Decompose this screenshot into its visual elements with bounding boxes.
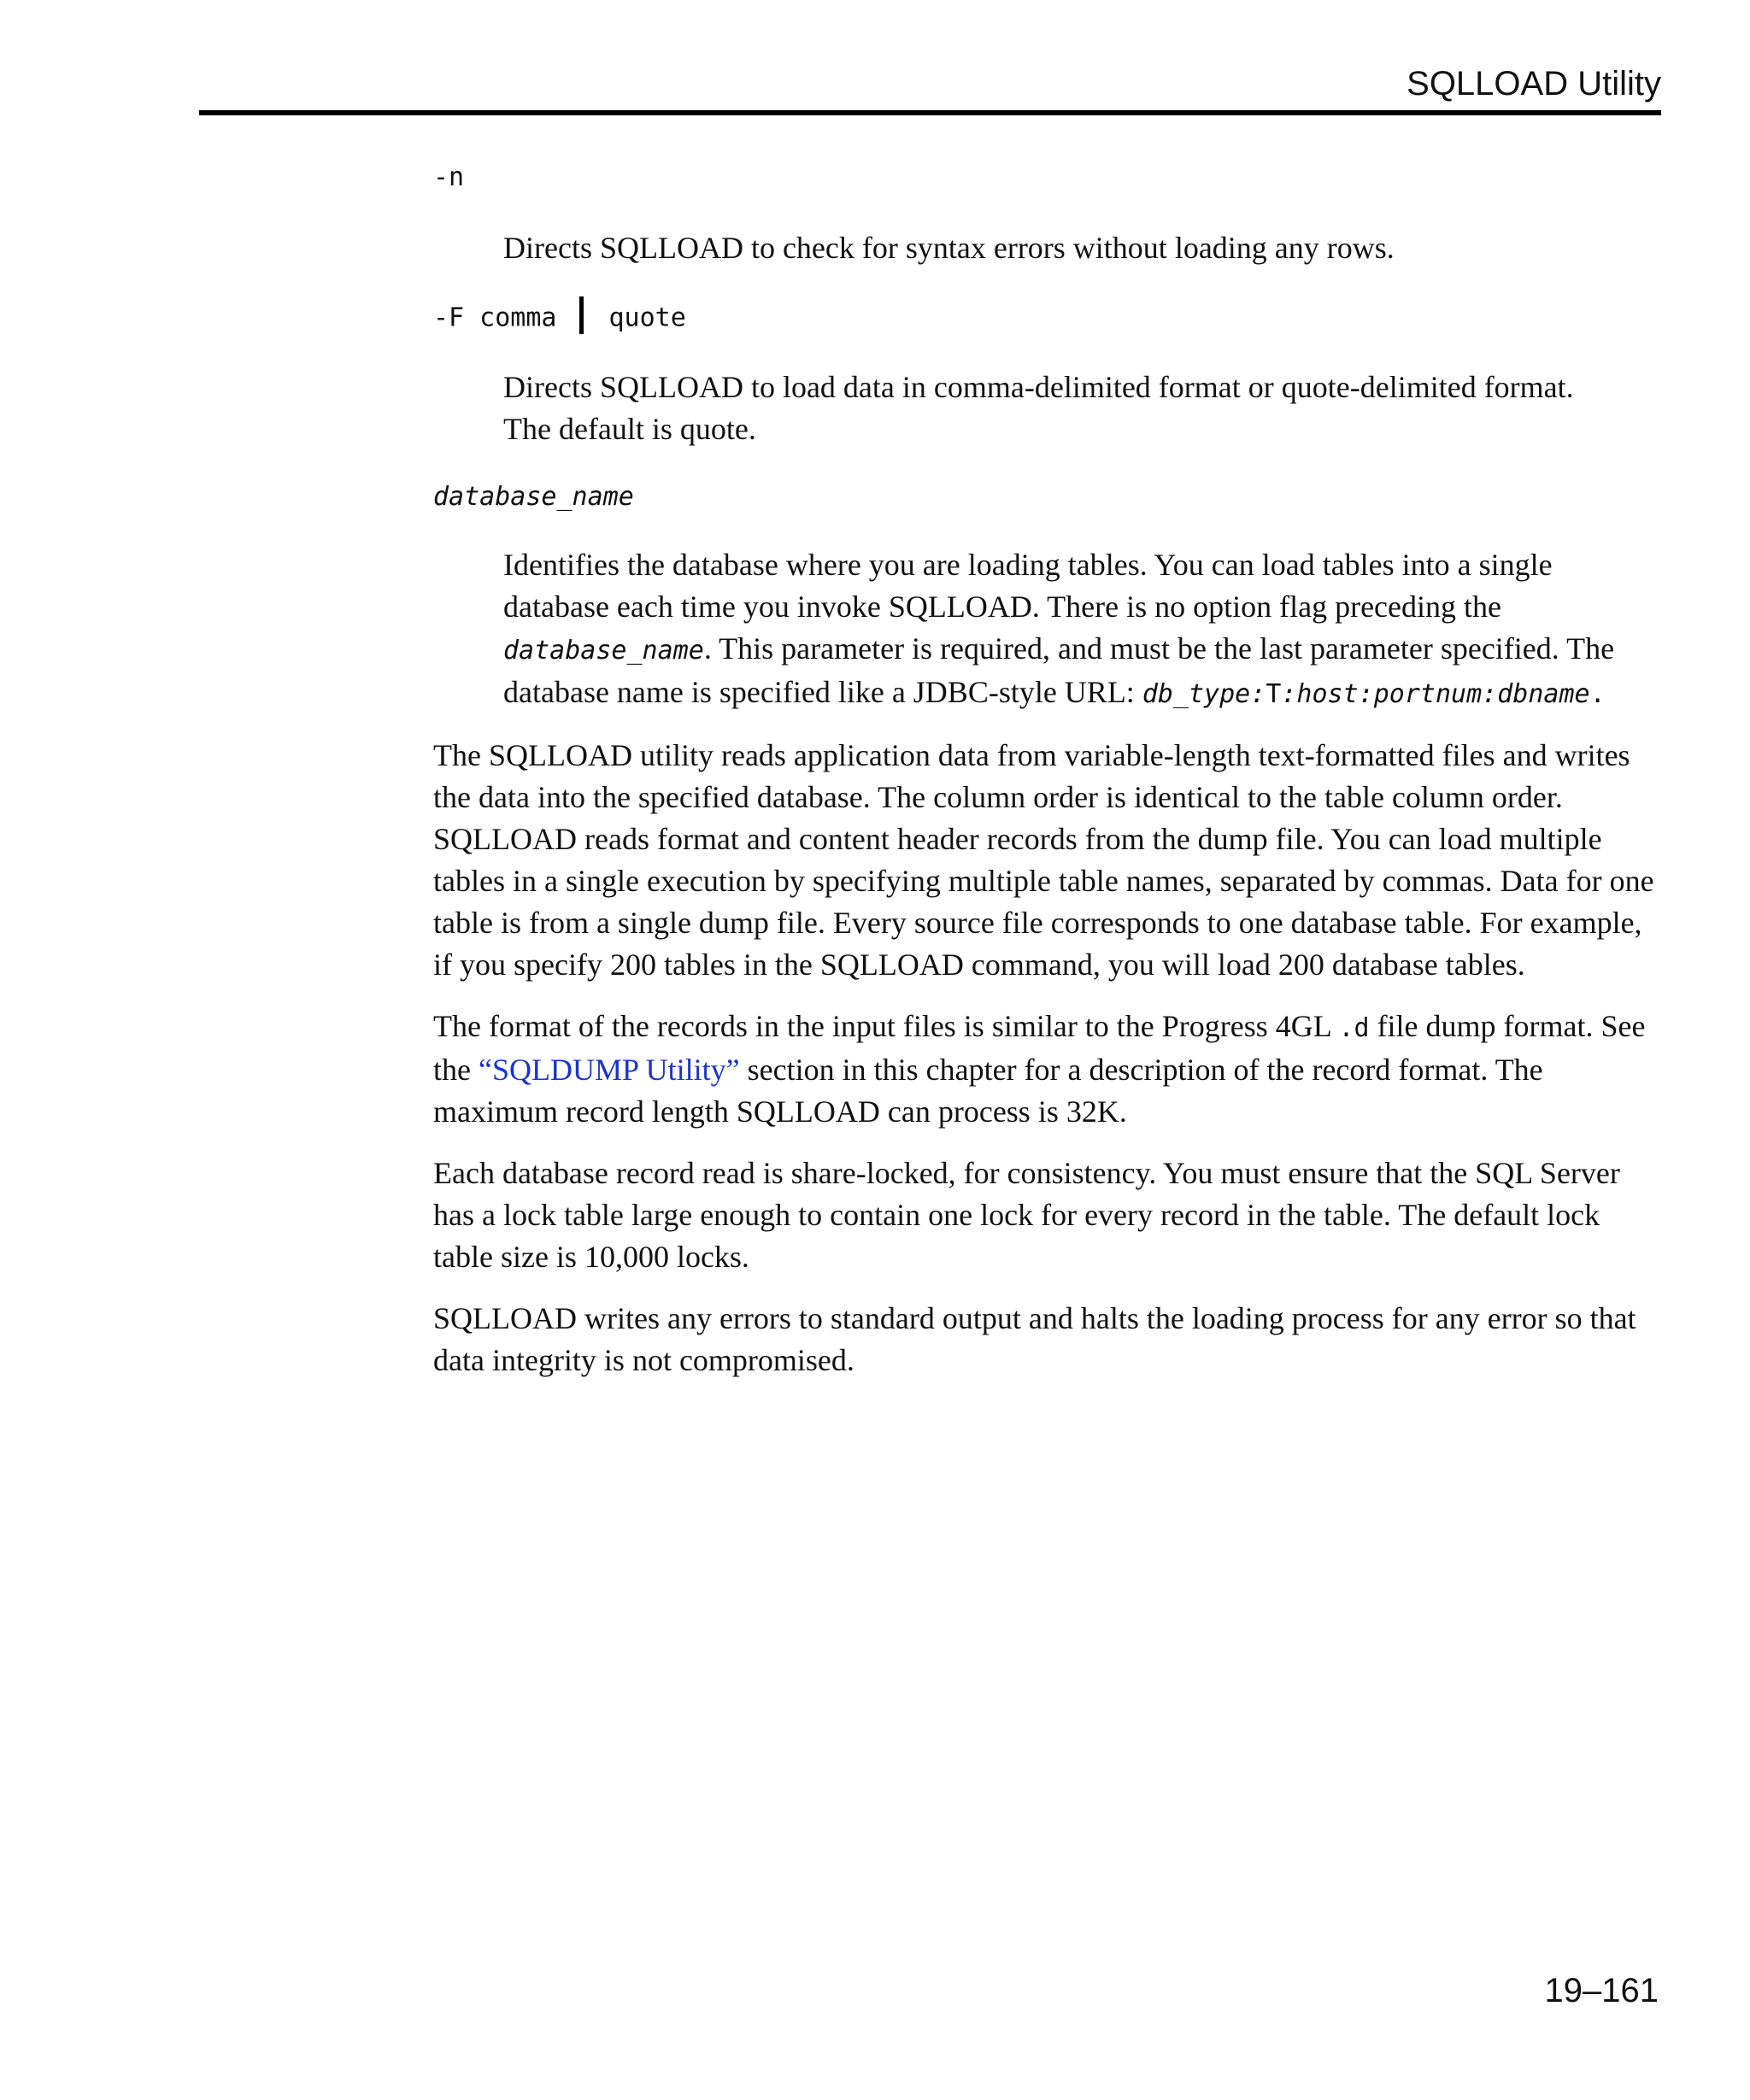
param-n-flag: -n <box>433 162 465 192</box>
param-f-flag <box>433 300 1664 337</box>
body-paragraph-2 <box>433 1006 1664 1133</box>
body-paragraph-4: SQLLOAD writes any errors to standard output and halts the loading process for any error so that data integrity is not compromised. <box>433 1301 1636 1377</box>
param-f-description-line1: Directs SQLLOAD to load data in comma-delimited format or quote-delimited format. <box>503 370 1574 404</box>
header-rule <box>199 110 1661 115</box>
page-number: 19–161 <box>1544 1972 1659 2009</box>
param-database-name-flag <box>433 480 1664 514</box>
body-paragraph-3: Each database record read is share-locked, for consistency. You must ensure that the SQL Server has a lock table large enough to contain one lock for every record in the table. The default lock table size is 10,000 locks. <box>433 1156 1620 1274</box>
param-f-description <box>503 367 1664 450</box>
p2-text-a: The format of the records in the input files is similar to the Progress 4GL <box>433 1009 1339 1043</box>
param-f-comma: -F comma <box>433 302 557 333</box>
url-period: . <box>1589 679 1606 709</box>
p2-text-b: file dump format. See the <box>433 1009 1646 1087</box>
document-body <box>433 161 1664 1381</box>
param-f-quote: quote <box>608 302 686 333</box>
dbname-desc-text-1: Identifies the database where you are loading tables. You can load tables into a single database each time you invoke SQLLOAD. There is no option flag preceding the <box>503 548 1553 624</box>
param-database-name-description <box>503 544 1664 715</box>
param-n-description: Directs SQLLOAD to check for syntax errors without loading any rows. <box>503 231 1395 265</box>
param-f-description-line2: The default is quote. <box>503 412 756 446</box>
url-host-portnum-dbname: :host:portnum:dbname <box>1281 679 1590 709</box>
pipe-separator <box>579 296 584 334</box>
page-header-title: SQLLOAD Utility <box>1406 65 1661 103</box>
p2-text-c: section in this chapter for a description of the record format. The maximum record length SQLLOAD can process is 32K. <box>433 1053 1543 1129</box>
body-paragraph-1: The SQLLOAD utility reads application data from variable-length text-formatted files and writes the data into the specified database. The column order is identical to the table column order. SQLLOAD reads format and content header records from the dump file. You can load multiple tables in a single execution by specifying multiple table names, separated by commas. Data for one table is from a single dump file. Every source file corresponds to one database table. For example, if you specify 200 tables in the SQLLOAD command, you will load 200 database tables. <box>433 738 1654 982</box>
p2-code-d: .d <box>1338 1013 1370 1043</box>
url-db-type: db_type: <box>1142 679 1266 709</box>
param-database-name-label: database_name <box>433 482 634 512</box>
sqldump-utility-link[interactable]: “SQLDUMP Utility” <box>478 1053 740 1087</box>
dbname-desc-code: database_name <box>503 636 704 666</box>
url-t: T <box>1266 679 1282 709</box>
dbname-desc-text-2: . This parameter is required, and must be the last parameter specified. The database name is specified like a JDBC-style URL: <box>503 631 1615 709</box>
